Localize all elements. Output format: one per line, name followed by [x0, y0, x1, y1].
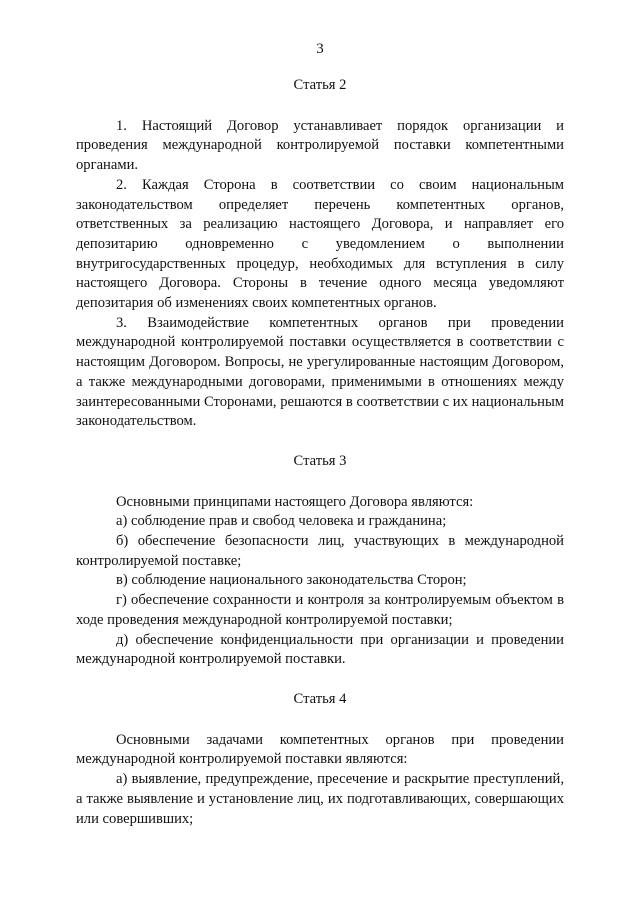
document-body	[76, 68, 564, 829]
paragraph: 1. Настоящий Договор устанавливает порядок организации и проведения международной контролируемой поставки компетентными органами.	[76, 117, 564, 174]
list-item: а) выявление, предупреждение, пресечение и раскрытие преступлений, а также выявление и установление лиц, их подготавливающих, совершающих или совершивших;	[76, 771, 564, 827]
paragraph: Основными задачами компетентных органов при проведении международной контролируемой поставки являются:	[76, 731, 564, 768]
paragraph: Основными принципами настоящего Договора являются:	[116, 493, 474, 510]
article-4	[76, 690, 564, 829]
article-title: Статья 3	[293, 452, 347, 469]
paragraph: 2. Каждая Сторона в соответствии со своим национальным законодательством определяет перечень компетентных органов, ответственных за реализацию настоящего Договора, и направляет его депозитарию одновременно с уведомлением о выполнении внутригосударственных процедур, необходимых для вступления в силу настоящего Договора. Стороны в течение одного месяца уведомляют депозитария об изменениях своих компетентных органов.	[76, 176, 564, 312]
article-title: Статья 4	[293, 690, 347, 707]
list-item: а) соблюдение прав и свобод человека и гражданина;	[116, 513, 447, 530]
list-item: г) обеспечение сохранности и контроля за контролируемым объектом в ходе проведения международной контролируемой поставки;	[76, 592, 564, 628]
article-title: Статья 2	[293, 77, 347, 93]
article-3	[76, 452, 564, 670]
list-item: б) обеспечение безопасности лиц, участвующих в международной контролируемой поставке;	[76, 533, 564, 569]
paragraph: 3. Взаимодействие компетентных органов при проведении международной контролируемой поставки осуществляется в соответствии с настоящим Договором. Вопросы, не урегулированные настоящим Договором, а также международными договорами, применимыми в отношениях между заинтересованными Сторонами, решаются в соответствии с их национальным законодательством.	[76, 314, 564, 430]
list-item: в) соблюдение национального законодательства Сторон;	[116, 572, 467, 589]
page-number: 3	[316, 41, 324, 57]
list-item: д) обеспечение конфиденциальности при организации и проведении международной контролируемой поставки.	[76, 631, 564, 668]
article-2	[76, 76, 564, 432]
